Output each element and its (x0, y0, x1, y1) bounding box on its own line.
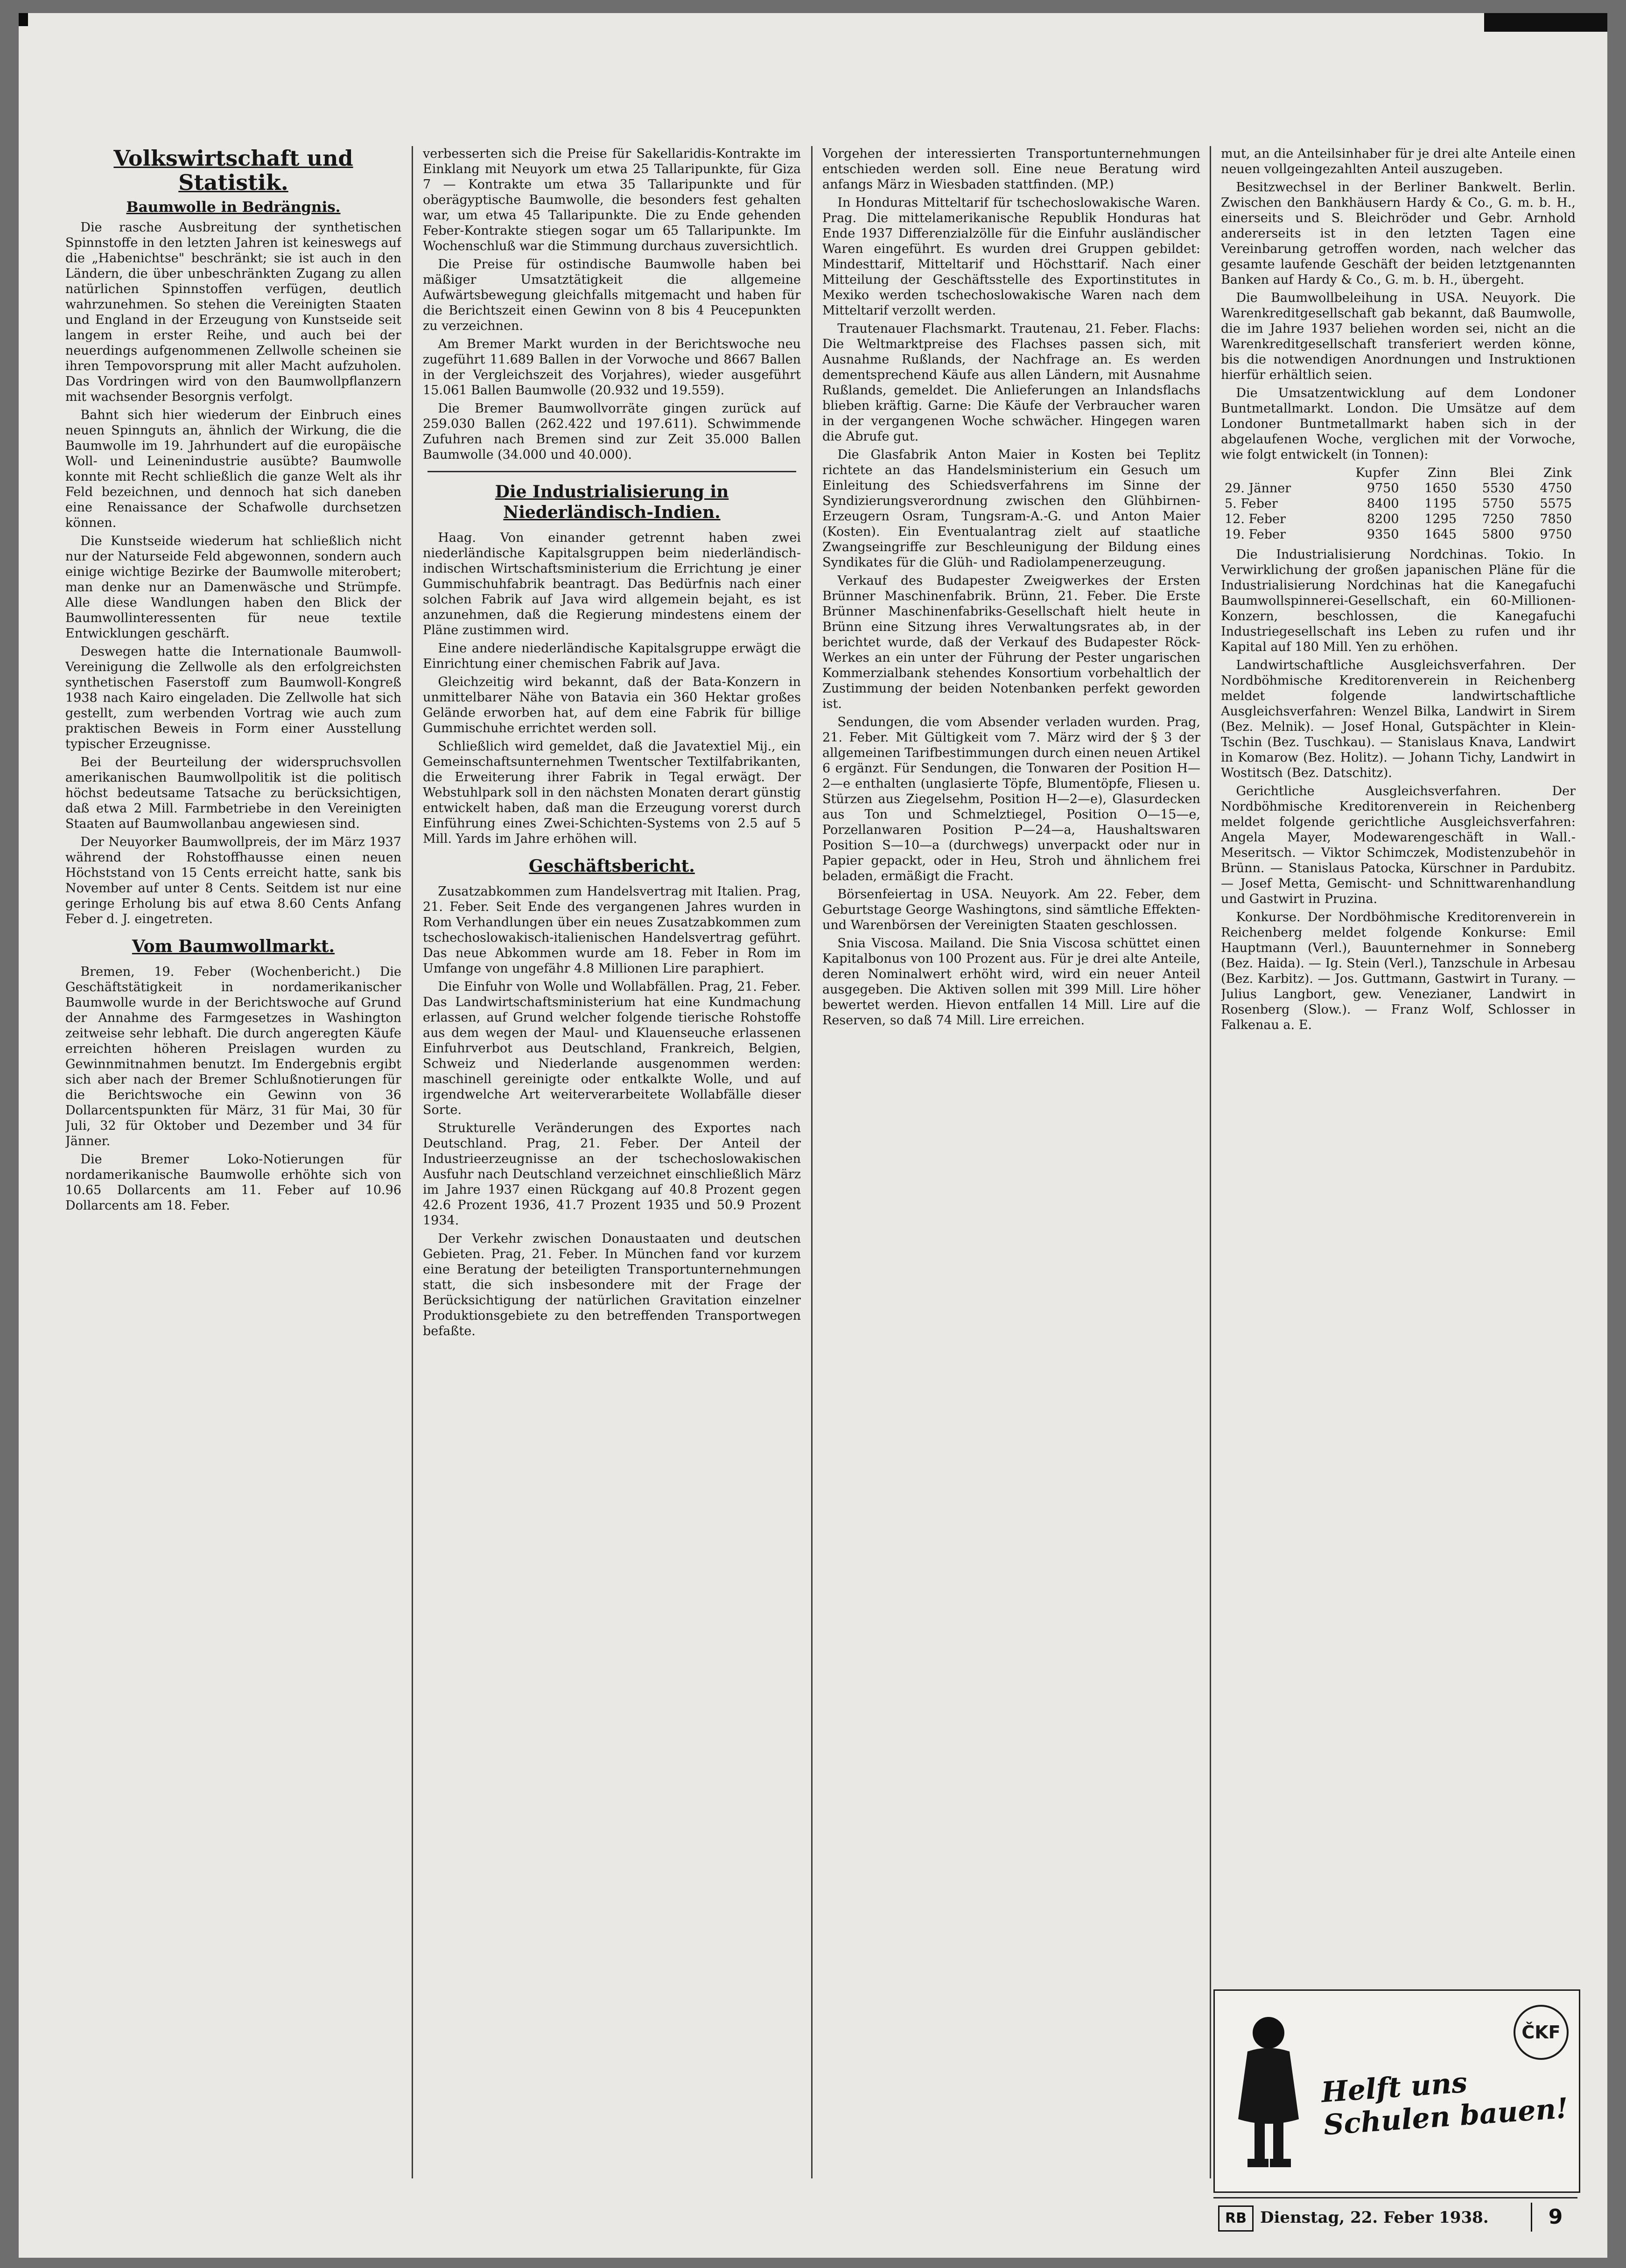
column-rule (811, 146, 813, 2178)
table-cell: 9350 (1367, 527, 1399, 542)
table-cell: 5800 (1482, 527, 1514, 542)
article-paragraph: Bei der Beurteilung der widerspruchsvollen amerikanischen Baumwollpolitik ist die politisch höchst bedeutsame Tatsache zu berücksichtigen, daß etwa 2 Mill. Farmbetriebe in den Vereinigten Staaten auf Baumwollanbau angewiesen sind. (65, 755, 401, 831)
column-rule (412, 146, 413, 2178)
article-heading: Geschäftsbericht. (529, 856, 695, 876)
table-cell: 9750 (1367, 481, 1399, 496)
article-paragraph: Trautenauer Flachsmarkt. Trautenau, 21. Feber. Flachs: Die Weltmarktpreise des Flachses passen sich, mit Ausnahme Rußlands, der Nachfrage an. Es werden dementsprechend Käufe aus allen Ländern, mit Ausnahme Rußlands, gemeldet. Die Anlieferungen an Inlandsflachs blieben kräftig. Garne: Die Käufe der Verbraucher waren in der vergangenen Woche schwächer. Hingegen waren die Abrufe gut. (822, 322, 1200, 444)
issue-date: Dienstag, 22. Feber 1938. (1260, 2208, 1489, 2227)
article-heading: Die Industrialisierung in Niederländisch-Indien. (495, 482, 729, 522)
table-cell: 1650 (1424, 481, 1457, 496)
article-paragraph: mut, an die Anteilsinhaber für je drei alte Anteile einen neuen vollgeingezahlten Anteil auszugeben. (1221, 147, 1576, 176)
article-subtitle: Baumwolle in Bedrängnis. (126, 199, 341, 216)
table-row (1221, 481, 1576, 496)
article-paragraph: Der Neuyorker Baumwollpreis, der im März 1937 während der Rohstoffhausse einen neuen Höchststand von 15 Cents erreicht hatte, sank bis November auf unter 8 Cents. Seitdem ist nur eine geringe Erholung bis auf etwa 8.60 Cents Anfang Feber d. J. eingetreten. (65, 835, 401, 926)
article-paragraph: Die Einfuhr von Wolle und Wollabfällen. Prag, 21. Feber. Das Landwirtschaftsministerium hat eine Kundmachung erlassen, auf Grund welcher folgende tierische Rohstoffe aus dem wegen der Maul- und Klauenseuche erlassenen Einfuhrverbot aus Deutschland, Frankreich, Belgien, Schweiz und Niederlande ausgenommen werden: maschinell gereinigte oder entkalkte Wolle, und auf irgendwelche Art weiterverarbeitete Wollabfälle dieser Sorte. (423, 980, 801, 1117)
article-paragraph: Die Bremer Loko-Notierungen für nordamerikanische Baumwolle erhöhte sich von 10.65 Dollarcents am 11. Feber auf 10.96 Dollarcents am 18. Feber. (65, 1152, 401, 1213)
article-paragraph: verbesserten sich die Preise für Sakellaridis-Kontrakte im Einklang mit Neuyork um etwa 25 Tallaripunkte, für Giza 7 — Kontrakte um etwa 35 Tallaripunkte und für oberägyptische Baumwolle, die besonders fest gehalten war, um etwa 45 Tallaripunkte. Die zu Ende gehenden Feber-Kontrakte stiegen sogar um 65 Tallaripunkte. Im Wochenschluß war die Stimmung durchaus zuversichtlich. (423, 147, 801, 253)
scan-edge-top-right (1484, 13, 1607, 32)
table-cell: 7850 (1540, 512, 1572, 526)
table-cell: 5575 (1540, 497, 1572, 511)
article-divider (428, 471, 796, 472)
page-number: 9 (1531, 2203, 1579, 2232)
advertisement (1213, 1989, 1580, 2193)
table-header: Zinn (1427, 466, 1457, 480)
article-paragraph: Snia Viscosa. Mailand. Die Snia Viscosa schüttet einen Kapitalbonus von 100 Prozent aus. Für je drei alte Anteile, deren Nominalwert erhöht wird, wird ein neuer Anteil ausgegeben. Die Aktiven sollen mit 399 Mill. Lire höher bewertet werden. Hievon entfallen 14 Mill. Lire auf die Reserven, so daß 74 Mill. Lire erreichen. (822, 936, 1200, 1028)
metals-turnover-table (1221, 465, 1576, 542)
article-paragraph: Landwirtschaftliche Ausgleichsverfahren. Der Nordböhmische Kreditorenverein in Reichenberg meldet folgende landwirtschaftliche Ausgleichsverfahren: Wenzel Bilka, Landwirt in Sirem (Bez. Melnik). — Josef Honal, Gutspächter in Klein-Tschin (Bez. Tuschkau). — Stanislaus Knava, Landwirt in Komarow (Bez. Holitz). — Johann Tichy, Landwirt in Wostitsch (Bez. Datschitz). (1221, 658, 1576, 780)
column-1 (65, 146, 401, 2174)
article-paragraph: Die Industrialisierung Nordchinas. Tokio. In Verwirklichung der großen japanischen Pläne für die Industrialisierung Nordchinas hat die Kanegafuchi Baumwollspinnerei-Gesellschaft, ein 60-Millionen-Konzern, beschlossen, die Kanegafuchi Industriegesellschaft ins Leben zu rufen und ihr Kapital auf 180 Mill. Yen zu erhöhen. (1221, 547, 1576, 654)
table-cell: 1645 (1424, 527, 1457, 542)
newspaper-page (19, 13, 1607, 2258)
table-cell: 5. Feber (1225, 497, 1278, 511)
advert-slogan: Helft uns Schulen bauen! (1320, 2066, 1570, 2142)
article-paragraph: Am Bremer Markt wurden in der Berichtswoche neu zugeführt 11.689 Ballen in der Vorwoche und 8667 Ballen in der Vergleichszeit des Vorjahres), wieder ausgeführt 15.061 Ballen Baumwolle (20.932 und 19.559). (423, 337, 801, 398)
article-paragraph: Gleichzeitig wird bekannt, daß der Bata-Konzern in unmittelbarer Nähe von Batavia ein 360 Hektar großes Gelände erworben hat, auf dem eine Fabrik für billige Gummischuhe errichtet werden soll. (423, 675, 801, 735)
article-paragraph: Die Bremer Baumwollvorräte gingen zurück auf 259.030 Ballen (262.422 und 197.611). Schwimmende Zufuhren nach Bremen sind zur Zeit 35.000 Ballen Baumwolle (34.000 und 40.000). (423, 401, 801, 462)
table-row (1221, 511, 1576, 527)
article-paragraph: Zusatzabkommen zum Handelsvertrag mit Italien. Prag, 21. Feber. Seit Ende des vergangenen Jahres wurden in Rom Verhandlungen über ein neues Zusatzabkommen zum tschechoslowakisch-italienischen Handelsvertrag geführt. Das neue Abkommen wurde am 18. Feber in Rom im Umfange von ungefähr 4.8 Millionen Lire paraphiert. (423, 884, 801, 976)
table-header: Blei (1489, 466, 1514, 480)
column-rule (1210, 146, 1211, 2178)
article-heading: Vom Baumwollmarkt. (132, 937, 335, 956)
table-header: Zink (1543, 466, 1572, 480)
article-paragraph: Eine andere niederländische Kapitalsgruppe erwägt die Einrichtung einer chemischen Fabrik auf Java. (423, 641, 801, 671)
table-header (1221, 465, 1328, 481)
table-cell: 12. Feber (1225, 512, 1286, 526)
table-cell: 19. Feber (1225, 527, 1286, 542)
table-cell: 5530 (1482, 481, 1514, 496)
child-figure-icon (1229, 2012, 1308, 2170)
article-paragraph: Bahnt sich hier wiederum der Einbruch eines neuen Spinnguts an, ähnlich der Wirkung, die die Baumwolle im 19. Jahrhundert auf die europäische Woll- und Leinenindustrie ausübte? Baumwolle konnte mit Recht schließlich die ganze Welt als ihr Feld bezeichnen, und dennoch hat sich daneben eine Renaissance der Schafwolle durchsetzen können. (65, 408, 401, 530)
column-3 (822, 146, 1200, 2174)
article-paragraph: Besitzwechsel in der Berliner Bankwelt. Berlin. Zwischen den Bankhäusern Hardy & Co., G. m. b. H., einerseits und S. Bleichröder und Gebr. Arnhold andererseits ist in den letzten Tagen eine Vereinbarung getroffen worden, nach welcher das gesamte laufende Geschäft der beiden letztgenannten Banken auf Hardy & Co., G. m. b. H., übergeht. (1221, 180, 1576, 287)
article-paragraph: Sendungen, die vom Absender verladen wurden. Prag, 21. Feber. Mit Gültigkeit vom 7. März wird der § 3 der allgemeinen Tarifbestimmungen durch einen neuen Artikel 6 ergänzt. Für Sendungen, die Tonwaren der Position H—2—e enthalten (unglasierte Töpfe, Blumentöpfe, Fliesen u. Stürzen aus Ziegelsehm, Position H—2—e), Glasurdecken aus Ton und Schmelztiegel, Position O—15—e, Porzellanwaren Position P—24—a, Haushaltswaren Position S—10—a (durchwegs) unverpackt oder nur in Papier gepackt, oder in Heu, Stroh und ähnlichem frei beladen, ermäßigt die Fracht. (822, 715, 1200, 883)
article-paragraph: Die Preise für ostindische Baumwolle haben bei mäßiger Umsatztätigkeit die allgemeine Aufwärtsbewegung gleichfalls mitgemacht und haben für die Berichtszeit einen Gewinn von 8 bis 4 Peucepunkten zu verzeichnen. (423, 257, 801, 333)
table-cell: 4750 (1540, 481, 1572, 496)
article-paragraph: Die Baumwollbeleihung in USA. Neuyork. Die Warenkreditgesellschaft gab bekannt, daß Baumwolle, die im Jahre 1937 beliehen worden sei, nicht an die Warenkreditgesellschaft transferiert werden könne, bis die notwendigen Anordnungen und Instruktionen hierfür erhältlich seien. (1221, 291, 1576, 382)
article-paragraph: Gerichtliche Ausgleichsverfahren. Der Nordböhmische Kreditorenverein in Reichenberg meldet folgende gerichtliche Ausgleichsverfahren: Angela Mayer, Modewarengeschäft in Wall.-Meseritsch. — Viktor Schimczek, Modistenzubehör in Brünn. — Stanislaus Patocka, Kürschner in Pardubitz. — Josef Metta, Gemischt- und Schnittwarenhandlung und Gastwirt in Pruzina. (1221, 784, 1576, 906)
footer-logo: RB (1218, 2205, 1254, 2232)
table-cell: 1295 (1424, 512, 1457, 526)
article-paragraph: Der Verkehr zwischen Donaustaaten und deutschen Gebieten. Prag, 21. Feber. In München fand vor kurzem eine Beratung der beteiligten Transportunternehmungen statt, die sich insbesondere mit der Frage der Berücksichtigung der natürlichen Gravitation einzelner Produktionsgebiete zu den betreffenden Transportwegen befaßte. (423, 1232, 801, 1338)
article-paragraph: Verkauf des Budapester Zweigwerkes der Ersten Brünner Maschinenfabrik. Brünn, 21. Feber. Die Erste Brünner Maschinenfabriks-Gesellschaft hielt heute in Brünn eine Sitzung ihres Verwaltungsrates ab, in der berichtet wurde, daß der Verkauf des Budapester Röck-Werkes an ein unter der Führung der Pester ungarischen Kommerzialbank stehendes Konsortium vorbehaltlich der Zustimmung der beiden Notenbanken perfekt geworden ist. (822, 574, 1200, 711)
article-paragraph: Die Umsatzentwicklung auf dem Londoner Buntmetallmarkt. London. Die Umsätze auf dem Londoner Buntmetallmarkt haben sich in der abgelaufenen Woche, verglichen mit der Vorwoche, wie folgt entwickelt (in Tonnen): (1221, 386, 1576, 462)
article-paragraph: Deswegen hatte die Internationale Baumwoll-Vereinigung die Zellwolle als den erfolgreichsten synthetischen Faserstoff zum Baumwoll-Kongreß 1938 nach Kairo eingeladen. Die Zellwolle hat sich gestellt, zum werbenden Vortrag wie auch zum praktischen Beweis in Form einer Ausstellung typischer Erzeugnisse. (65, 644, 401, 751)
association-logo: ČKF (1514, 2005, 1569, 2060)
article-paragraph: Strukturelle Veränderungen des Exportes nach Deutschland. Prag, 21. Feber. Der Anteil der Industrieerzeugnisse an der tschechoslowakischen Ausfuhr nach Deutschland verzeichnet einschließlich März im Jahre 1937 einen Rückgang auf 40.8 Prozent gegen 42.6 Prozent 1936, 41.7 Prozent 1935 und 50.9 Prozent 1934. (423, 1121, 801, 1228)
article-paragraph: Die rasche Ausbreitung der synthetischen Spinnstoffe in den letzten Jahren ist keineswegs auf die „Habenichtse" beschränkt; sie ist auch in den Ländern, die über unbeschränkten Zugang zu allen natürlichen Spinnstoffen verfügen, deutlich wahrzunehmen. So stehen die Vereinigten Staaten und England in der Erzeugung von Kunstseide seit langem in erster Reihe, und auch bei der neuerdings aufgenommenen Zellwolle scheinen sie ihren Tempovorsprung mit aller Macht aufzuholen. Das Vordringen wird von den Baumwollpflanzern mit wachsender Besorgnis verfolgt. (65, 220, 401, 404)
table-cell: 1195 (1424, 497, 1457, 511)
column-4 (1221, 146, 1576, 1954)
article-paragraph: In Honduras Mitteltarif für tschechoslowakische Waren. Prag. Die mittelamerikanische Republik Honduras hat Ende 1937 Differenzialzölle für die Einfuhr ausländischer Waren eingeführt. Es wurden drei Gruppen gebildet: Mindesttarif, Mitteltarif und Höchsttarif. Nach einer Mitteilung der Geschäftsstelle des Exportinstitutes in Mexiko werden tschechoslowakische Waren nach dem Mitteltarif verzollt werden. (822, 196, 1200, 318)
section-title: Volkswirtschaft und Statistik. (113, 146, 353, 195)
table-cell: 8200 (1367, 512, 1399, 526)
article-paragraph: Die Kunstseide wiederum hat schließlich nicht nur der Naturseide Feld abgewonnen, sondern auch einige wichtige Bezirke der Baumwolle miterobert; man denke nur an Damenwäsche und Strümpfe. Alle diese Wandlungen haben den Blick der Baumwollinteressenten für neue textile Entwicklungen geschärft. (65, 534, 401, 641)
footer-rule (1213, 2197, 1577, 2198)
article-paragraph: Die Glasfabrik Anton Maier in Kosten bei Teplitz richtete an das Handelsministerium ein Gesuch um Einleitung des Schiedsverfahrens im Sinne der Syndizierungsverordnung zwischen den Glühbirnen-Erzeugern Osram, Tungsram-A.-G. und Anton Maier (Kosten). Ein Eventualantrag zielt auf staatliche Zwangseingriffe zur Beschleunigung der Bildung eines Syndikates für die Glüh- und Radiolampenerzeugung. (822, 448, 1200, 570)
table-cell: 29. Jänner (1225, 481, 1291, 496)
article-paragraph: Haag. Von einander getrennt haben zwei niederländische Kapitalsgruppen beim niederländisch-indischen Wirtschaftsministerium die Errichtung je einer Gummischuhfabrik beantragt. Das Bedürfnis nach einer solchen Fabrik auf Java wird allgemein bejaht, es ist anzunehmen, daß die Regierung mindestens einem der Pläne zustimmen wird. (423, 531, 801, 637)
column-2 (423, 146, 801, 2174)
article-paragraph: Konkurse. Der Nordböhmische Kreditorenverein in Reichenberg meldet folgende Konkurse: Emil Hauptmann (Verl.), Bauunternehmer in Sonneberg (Bez. Haida). — Ig. Stein (Verl.), Tanzschule in Arbesau (Bez. Karbitz). — Jos. Guttmann, Gastwirt in Turany. — Julius Langbort, gew. Venezianer, Landwirt in Rosenberg (Slow.). — Franz Wolf, Schlosser in Falkenau a. E. (1221, 910, 1576, 1032)
table-header: Kupfer (1355, 466, 1399, 480)
article-paragraph: Vorgehen der interessierten Transportunternehmungen entschieden werden soll. Eine neue Beratung wird anfangs März in Wiesbaden stattfinden. (MP.) (822, 147, 1200, 192)
article-paragraph: Schließlich wird gemeldet, daß die Javatextiel Mij., ein Gemeinschaftsunternehmen Twentscher Textilfabrikanten, die Erweiterung ihrer Fabrik in Tegal erwägt. Der Webstuhlpark soll in den nächsten Monaten derart günstig entwickelt haben, daß man die Erzeugung vorerst durch Einführung eines Zwei-Schichten-Systems von 2.5 auf 5 Mill. Yards im Jahre erhöhen will. (423, 739, 801, 846)
article-paragraph: Börsenfeiertag in USA. Neuyork. Am 22. Feber, dem Geburtstage George Washingtons, sind sämtliche Effekten- und Warenbörsen der Vereinigten Staaten geschlossen. (822, 887, 1200, 932)
table-cell: 7250 (1482, 512, 1514, 526)
article-paragraph: Bremen, 19. Feber (Wochenbericht.) Die Geschäftstätigkeit in nordamerikanischer Baumwolle wurde in der Berichtswoche auf Grund der Annahme des Farmgesetzes in Washington zeitweise sehr lebhaft. Die durch angeregten Käufe erreichten höheren Preislagen wurden zu Gewinnmitnahmen benutzt. Im Endergebnis ergibt sich aber nach der Bremer Schlußnotierungen für die Berichtswoche ein Gewinn von 36 Dollarcentspunkten für März, 31 für Mai, 30 für Juli, 32 für Oktober und Dezember und 34 für Jänner. (65, 965, 401, 1148)
table-cell: 5750 (1482, 497, 1514, 511)
table-row (1221, 496, 1576, 511)
table-cell: 9750 (1540, 527, 1572, 542)
table-row (1221, 527, 1576, 542)
table-cell: 8400 (1367, 497, 1399, 511)
scan-edge-left (19, 13, 28, 26)
